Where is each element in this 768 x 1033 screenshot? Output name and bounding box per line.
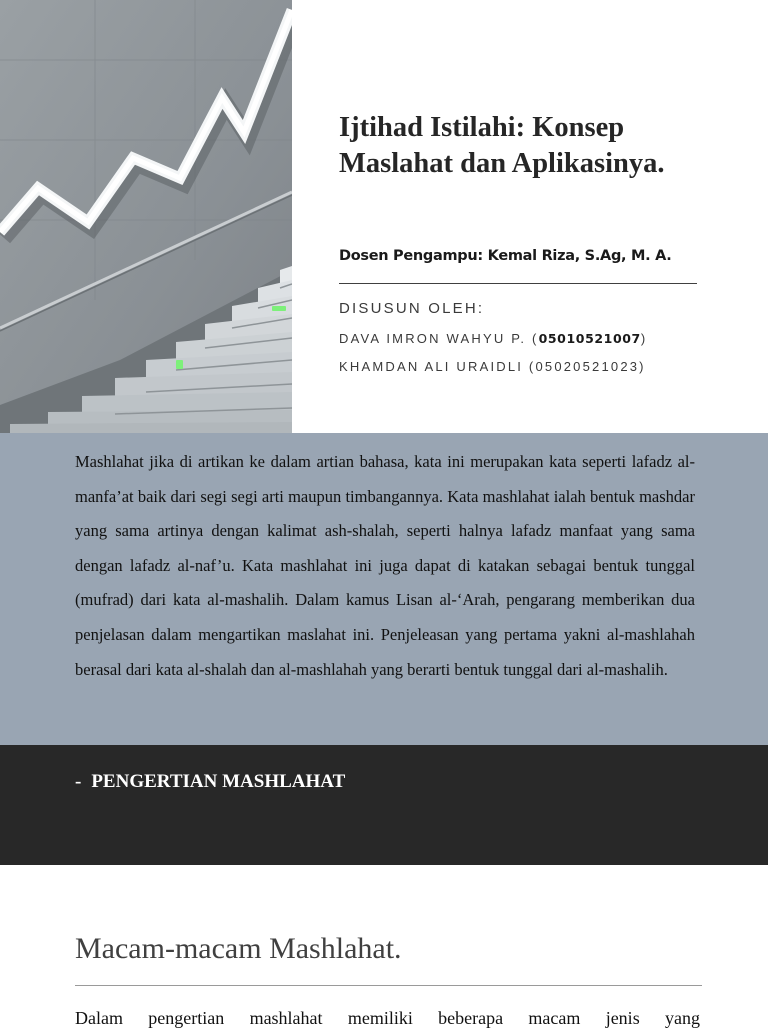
author-line-1 <box>339 331 739 346</box>
lecturer-line: Dosen Pengampu: Kemal Riza, S.Ag, M. A. <box>339 248 672 264</box>
section-heading-text: PENGERTIAN MASHLAHAT <box>91 771 346 792</box>
heading-dash: - <box>75 771 82 792</box>
cover-staircase-image <box>0 0 292 433</box>
document-title: Ijtihad Istilahi: Konsep Maslahat dan Aplikasinya. <box>339 112 665 179</box>
section-band <box>0 745 768 865</box>
title-divider <box>339 283 697 284</box>
author-1-nim: 05010521007 <box>538 331 641 346</box>
authors-label: DISUSUN OLEH: <box>339 300 485 317</box>
types-paragraph: Dalam pengertian mashlahat memiliki beberapa macam jenis yang <box>75 1008 700 1028</box>
author-line-2: KHAMDAN ALI URAIDLI (05020521023) <box>339 359 646 374</box>
types-divider <box>75 985 702 986</box>
intro-paragraph: Mashlahat jika di artikan ke dalam artian bahasa, kata ini merupakan kata seperti lafadz al-manfa’at baik dari segi segi arti maupun timbangannya. Kata mashlahat ialah bentuk mashdar yang sama artinya dengan kalimat ash-shalah, seperti halnya lafadz manfaat yang sama dengan lafadz al-naf’u. Kata mashlahat ini juga dapat di katakan sebagai bentuk tunggal (mufrad) dari kata al-mashalih. Dalam kamus Lisan al-‘Arah, pengarang memberikan dua penjelasan dalam mengartikan maslahat ini. Penjeleasan yang pertama yakni al-mashlahah berasal dari kata al-shalah dan al-mashlahah yang berarti bentuk tunggal dari al-mashalih. <box>75 452 695 679</box>
authors-block <box>339 300 739 374</box>
staircase-graph-illustration <box>0 0 292 433</box>
title-block <box>339 110 739 182</box>
intro-band <box>0 433 768 745</box>
author-1-suffix: ) <box>640 331 648 346</box>
types-heading: Macam-macam Mashlahat. <box>75 932 402 965</box>
author-1-name: DAVA IMRON WAHYU P. ( <box>339 331 539 346</box>
section-heading <box>75 771 345 793</box>
